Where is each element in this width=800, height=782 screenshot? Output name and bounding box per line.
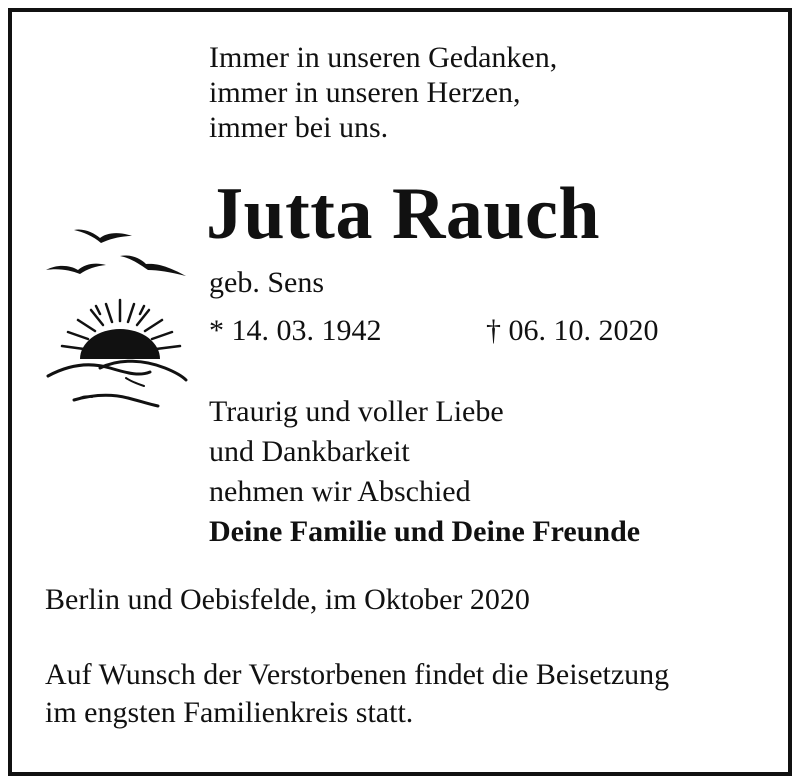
death-date: † 06. 10. 2020: [486, 314, 659, 347]
quote-line: immer bei uns.: [209, 111, 389, 144]
signature: Deine Familie und Deine Freunde: [209, 515, 641, 548]
place-date: Berlin und Oebisfelde, im Oktober 2020: [45, 583, 530, 616]
birth-date: * 14. 03. 1942: [209, 314, 382, 347]
farewell-message: [209, 392, 640, 552]
quote-line: immer in unseren Herzen,: [209, 76, 521, 109]
message-line: und Dankbarkeit: [209, 435, 410, 468]
burial-note-line: im engsten Familienkreis statt.: [45, 696, 414, 729]
message-line: Traurig und voller Liebe: [209, 395, 504, 428]
burial-note-line: Auf Wunsch der Verstorbenen findet die Beisetzung: [45, 658, 670, 691]
message-line: nehmen wir Abschied: [209, 475, 471, 508]
quote-line: Immer in unseren Gedanken,: [209, 41, 558, 74]
sunset-birds-icon: [40, 218, 200, 418]
maiden-name: geb. Sens: [209, 266, 324, 299]
deceased-name: Jutta Rauch: [206, 173, 601, 255]
quote-block: [209, 40, 557, 145]
